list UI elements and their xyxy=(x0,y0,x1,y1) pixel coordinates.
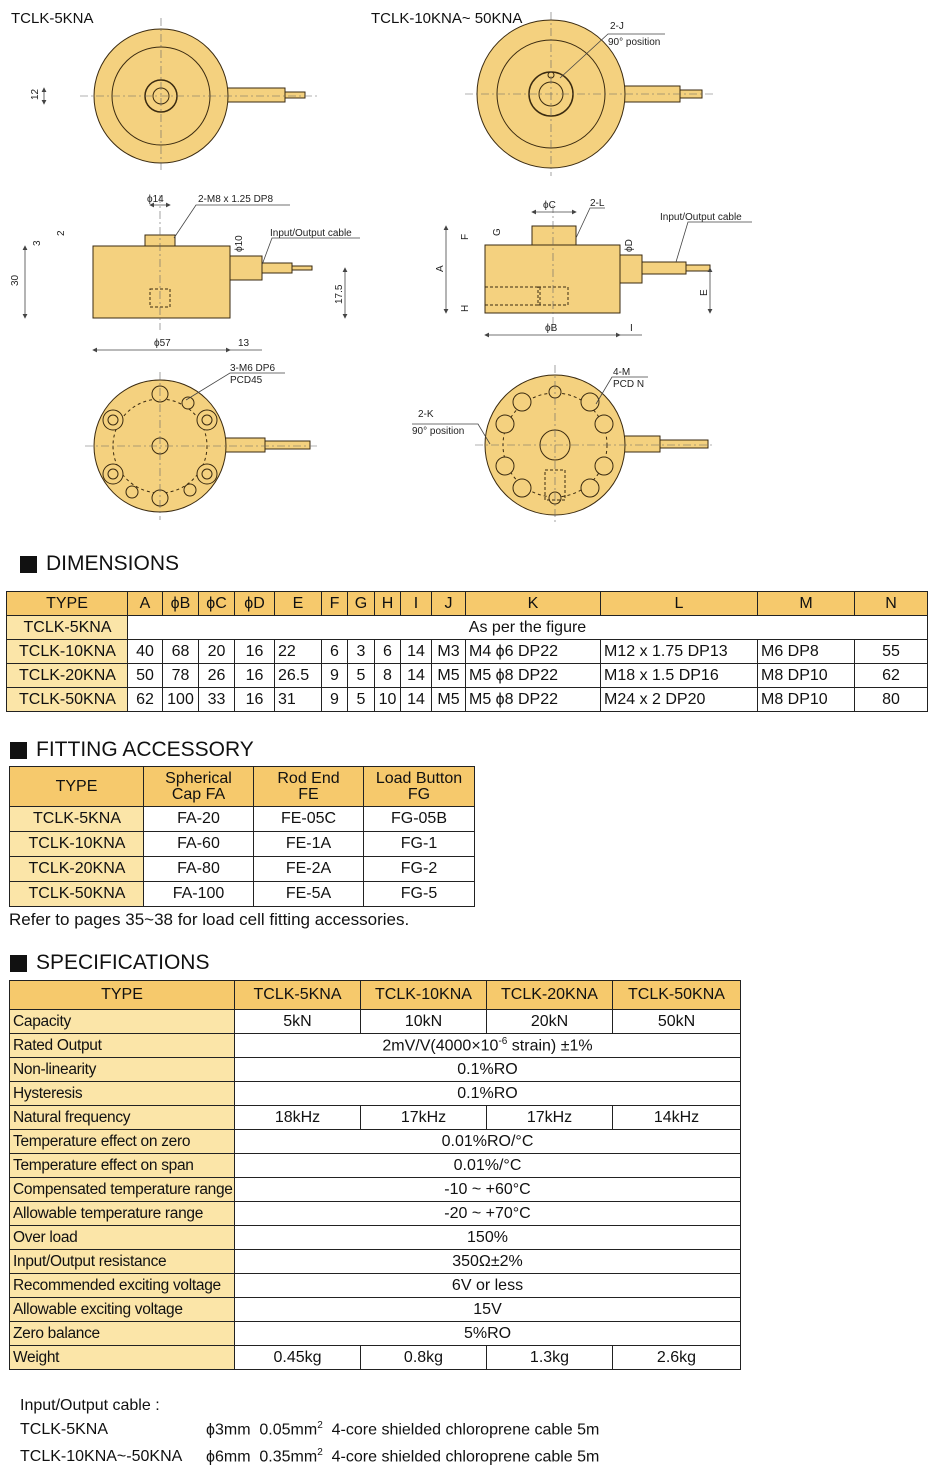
spec-label: Temperature effect on zero xyxy=(10,1130,235,1154)
cable-desc: 4-core shielded chloroprene cable 5m xyxy=(331,1448,600,1466)
dim-cell: 9 xyxy=(322,688,348,712)
section-square-icon xyxy=(10,742,27,759)
phi10-label: ϕ10 xyxy=(234,235,245,252)
fit-cell: FE-2A xyxy=(254,857,364,882)
dim-h-type: TYPE xyxy=(7,592,128,616)
dim-type-5kna: TCLK-5KNA xyxy=(7,616,128,640)
spec-label: Natural frequency xyxy=(10,1106,235,1130)
spec-label: Recommended exciting voltage xyxy=(10,1274,235,1298)
spec-h-20kna: TCLK-20KNA xyxy=(487,981,613,1010)
f-label: F xyxy=(460,233,471,240)
spec-label: Hysteresis xyxy=(10,1082,235,1106)
table-row xyxy=(10,1250,741,1274)
dim-cell: M12 x 1.75 DP13 xyxy=(601,640,758,664)
fit-cell: FG-1 xyxy=(364,832,475,857)
spec-cell: 0.1%RO xyxy=(235,1058,741,1082)
phiD-label: ϕD xyxy=(624,239,635,252)
spec-cell: 0.45kg xyxy=(235,1346,361,1370)
cable-desc: 4-core shielded chloroprene cable 5m xyxy=(331,1421,600,1439)
spec-cell: 17kHz xyxy=(361,1106,487,1130)
specifications-table xyxy=(9,980,741,1370)
spec-cell: 5%RO xyxy=(235,1322,741,1346)
side-view-5kna xyxy=(93,235,312,318)
spec-cell: -10 ~ +60°C xyxy=(235,1178,741,1202)
dim-cell: 40 xyxy=(128,640,163,664)
j2-label: 2-J xyxy=(610,21,624,32)
m8-label: 2-M8 x 1.25 DP8 xyxy=(198,194,274,205)
l2-label: 2-L xyxy=(590,198,605,209)
section-square-icon xyxy=(20,556,37,573)
drawing-title-left: TCLK-5KNA xyxy=(11,10,94,27)
fit-h-fg-1: Load Button xyxy=(375,769,463,787)
table-row xyxy=(10,1322,741,1346)
table-row xyxy=(10,1106,741,1130)
cable-area: 0.35mm xyxy=(259,1448,318,1466)
spec-cell: 1.3kg xyxy=(487,1346,613,1370)
dim-h-l: L xyxy=(601,592,758,616)
spec-label: Zero balance xyxy=(10,1322,235,1346)
dim-h-a: A xyxy=(128,592,163,616)
spec-cell: 0.1%RO xyxy=(235,1082,741,1106)
side-view-10-50kna xyxy=(485,226,710,313)
dim-h-m: M xyxy=(758,592,855,616)
table-row xyxy=(10,1010,741,1034)
m4-label: 4-M xyxy=(613,367,631,378)
dim-cell: TCLK-10KNA xyxy=(7,640,128,664)
phi14-label: ϕ14 xyxy=(147,194,164,205)
dim-cell: M6 DP8 xyxy=(758,640,855,664)
fit-cell: FG-2 xyxy=(364,857,475,882)
dim-12-label: 12 xyxy=(30,88,41,100)
fit-cell: FA-20 xyxy=(144,807,254,832)
cable-dia: ϕ3mm xyxy=(206,1421,251,1439)
spec-h-5kna: TCLK-5KNA xyxy=(235,981,361,1010)
dim-h-k: K xyxy=(466,592,601,616)
dim-cell: 16 xyxy=(235,688,275,712)
spec-label: Compensated temperature range xyxy=(10,1178,235,1202)
dim-h-d: ϕD xyxy=(235,592,275,616)
dim-13-label: 13 xyxy=(238,338,250,349)
spec-cell: 0.01%/°C xyxy=(235,1154,741,1178)
spec-cell: 20kN xyxy=(487,1010,613,1034)
dim-cell: M5 xyxy=(432,688,466,712)
dim-cell: M3 xyxy=(432,640,466,664)
fit-h-type: TYPE xyxy=(10,767,144,807)
dim-h-f: F xyxy=(322,592,348,616)
dim-cell: 55 xyxy=(855,640,928,664)
spec-rated-output xyxy=(235,1034,741,1058)
spec-cell: 5kN xyxy=(235,1010,361,1034)
fit-cell: TCLK-50KNA xyxy=(10,882,144,907)
table-row xyxy=(7,640,928,664)
cable-sup: 2 xyxy=(317,1447,323,1458)
spec-label: Rated Output xyxy=(10,1034,235,1058)
dim-cell: 10 xyxy=(375,688,401,712)
fit-cell: FA-100 xyxy=(144,882,254,907)
dim-cell: 9 xyxy=(322,664,348,688)
table-row xyxy=(10,1130,741,1154)
dimensions-table xyxy=(6,591,928,712)
fit-cell: FA-60 xyxy=(144,832,254,857)
dim-cell: 62 xyxy=(855,664,928,688)
spec-cell: 14kHz xyxy=(613,1106,741,1130)
spec-label: Allowable exciting voltage xyxy=(10,1298,235,1322)
spec-cell: 17kHz xyxy=(487,1106,613,1130)
i-label: I xyxy=(630,323,633,334)
specs-header-row xyxy=(10,981,741,1010)
dim-h-b: ϕB xyxy=(163,592,199,616)
table-row xyxy=(10,1298,741,1322)
cable-dia: ϕ6mm xyxy=(206,1448,251,1466)
dim-cell: TCLK-20KNA xyxy=(7,664,128,688)
dim-3-label: 3 xyxy=(32,240,43,246)
spec-cell: 50kN xyxy=(613,1010,741,1034)
fit-cell: FG-05B xyxy=(364,807,475,832)
pcdN-label: PCD N xyxy=(613,379,645,390)
table-row xyxy=(7,616,928,640)
fit-cell: TCLK-5KNA xyxy=(10,807,144,832)
dim-cell: M18 x 1.5 DP16 xyxy=(601,664,758,688)
fit-h-fa xyxy=(144,767,254,807)
table-row xyxy=(10,807,475,832)
fit-cell: FE-5A xyxy=(254,882,364,907)
dim-cell: 50 xyxy=(128,664,163,688)
table-row xyxy=(10,1346,741,1370)
k-pos-label: 90° position xyxy=(412,426,465,437)
cable-sup: 2 xyxy=(317,1420,323,1431)
dim-cell: 16 xyxy=(235,640,275,664)
cable-heading: Input/Output cable : xyxy=(20,1397,160,1414)
table-row xyxy=(10,1058,741,1082)
spec-h-10kna: TCLK-10KNA xyxy=(361,981,487,1010)
table-row xyxy=(7,688,928,712)
dim-cell: 14 xyxy=(401,640,432,664)
dim-cell: M5 xyxy=(432,664,466,688)
table-row xyxy=(7,664,928,688)
cable-right-label: Input/Output cable xyxy=(660,212,742,223)
dim-cell: 33 xyxy=(199,688,235,712)
table-row xyxy=(10,1082,741,1106)
spec-cell: 18kHz xyxy=(235,1106,361,1130)
spec-label: Capacity xyxy=(10,1010,235,1034)
fit-h-fe-2: FE xyxy=(298,785,319,803)
cable-area: 0.05mm xyxy=(259,1421,318,1439)
spec-label: Input/Output resistance xyxy=(10,1250,235,1274)
dim-cell: 80 xyxy=(855,688,928,712)
dim-cell: TCLK-50KNA xyxy=(7,688,128,712)
table-row xyxy=(10,1178,741,1202)
technical-drawings xyxy=(0,0,933,545)
table-row xyxy=(10,832,475,857)
fit-h-fa-2: Cap FA xyxy=(171,785,226,803)
phiC-label: ϕC xyxy=(543,200,556,211)
phi57-label: ϕ57 xyxy=(154,338,171,349)
spec-cell: 6V or less xyxy=(235,1274,741,1298)
dim-cell: 5 xyxy=(348,688,375,712)
dim-cell: 8 xyxy=(375,664,401,688)
rated-b: strain) ±1% xyxy=(507,1037,593,1055)
cable-left-label: Input/Output cable xyxy=(270,228,352,239)
fit-h-fe-1: Rod End xyxy=(277,769,340,787)
fit-cell: FG-5 xyxy=(364,882,475,907)
table-row xyxy=(10,857,475,882)
j-pos-label: 90° position xyxy=(608,37,661,48)
section-square-icon xyxy=(10,955,27,972)
table-row xyxy=(10,1202,741,1226)
spec-h-type: TYPE xyxy=(10,981,235,1010)
fitting-note: Refer to pages 35~38 for load cell fitting accessories. xyxy=(9,910,410,929)
fit-cell: FA-80 xyxy=(144,857,254,882)
h-label: H xyxy=(460,304,471,312)
fit-h-fe xyxy=(254,767,364,807)
dim-cell: 16 xyxy=(235,664,275,688)
dim-as-per-figure: As per the figure xyxy=(128,616,928,640)
spec-label: Allowable temperature range xyxy=(10,1202,235,1226)
rated-a: 2mV/V(4000×10 xyxy=(382,1037,499,1055)
a-label: A xyxy=(435,265,446,272)
k2-label: 2-K xyxy=(418,409,434,420)
fitting-table xyxy=(9,766,475,907)
dim-cell: M5 ϕ8 DP22 xyxy=(466,664,601,688)
specs-heading xyxy=(10,951,209,975)
dim-h-g: G xyxy=(348,592,375,616)
spec-cell: 0.01%RO/°C xyxy=(235,1130,741,1154)
dimensions-heading xyxy=(20,552,179,576)
rated-sup: -6 xyxy=(498,1035,508,1047)
dim-cell: 31 xyxy=(275,688,322,712)
table-row xyxy=(10,1274,741,1298)
spec-label: Non-linearity xyxy=(10,1058,235,1082)
dim-cell: M8 DP10 xyxy=(758,688,855,712)
fit-cell: TCLK-20KNA xyxy=(10,857,144,882)
spec-cell: 0.8kg xyxy=(361,1346,487,1370)
fit-cell: FE-1A xyxy=(254,832,364,857)
spec-cell: 15V xyxy=(235,1298,741,1322)
dim-cell: M5 ϕ8 DP22 xyxy=(466,688,601,712)
cable-row-5kna xyxy=(20,1420,599,1439)
fit-h-fg-2: FG xyxy=(407,785,431,803)
cable-model: TCLK-10KNA~-50KNA xyxy=(20,1448,183,1466)
e-label: E xyxy=(699,289,710,296)
dim-cell: 22 xyxy=(275,640,322,664)
table-row xyxy=(10,1154,741,1178)
dimensions-header-row xyxy=(7,592,928,616)
dim-30-label: 30 xyxy=(10,274,21,286)
dim-cell: 6 xyxy=(322,640,348,664)
dim-cell: 6 xyxy=(375,640,401,664)
specs-title: SPECIFICATIONS xyxy=(36,951,210,974)
dim-17-5-label: 17.5 xyxy=(334,284,345,304)
dim-cell: 26 xyxy=(199,664,235,688)
spec-cell: 10kN xyxy=(361,1010,487,1034)
dim-cell: 5 xyxy=(348,664,375,688)
dim-cell: 20 xyxy=(199,640,235,664)
dim-2-label: 2 xyxy=(56,230,67,236)
g-label: G xyxy=(492,228,503,236)
dim-cell: 26.5 xyxy=(275,664,322,688)
fit-h-fg xyxy=(364,767,475,807)
dim-h-e: E xyxy=(275,592,322,616)
dim-h-n: N xyxy=(855,592,928,616)
cable-row-10-50kna xyxy=(20,1447,599,1466)
phiB-label: ϕB xyxy=(545,323,558,334)
dim-h-j: J xyxy=(432,592,466,616)
pcd45-label: PCD45 xyxy=(230,375,263,386)
dim-h-c: ϕC xyxy=(199,592,235,616)
dim-cell: 14 xyxy=(401,664,432,688)
spec-cell: 150% xyxy=(235,1226,741,1250)
table-row xyxy=(10,882,475,907)
dim-cell: 3 xyxy=(348,640,375,664)
dim-h-h: H xyxy=(375,592,401,616)
fit-cell: FE-05C xyxy=(254,807,364,832)
fitting-title: FITTING ACCESSORY xyxy=(36,738,254,761)
dim-cell: M24 x 2 DP20 xyxy=(601,688,758,712)
spec-cell: 350Ω±2% xyxy=(235,1250,741,1274)
dim-cell: M8 DP10 xyxy=(758,664,855,688)
fitting-heading xyxy=(10,738,254,762)
cable-model: TCLK-5KNA xyxy=(20,1421,109,1439)
dim-cell: 14 xyxy=(401,688,432,712)
spec-cell: -20 ~ +70°C xyxy=(235,1202,741,1226)
dim-cell: 68 xyxy=(163,640,199,664)
fit-cell: TCLK-10KNA xyxy=(10,832,144,857)
fitting-header-row xyxy=(10,767,475,807)
table-row xyxy=(10,1034,741,1058)
dim-cell: 62 xyxy=(128,688,163,712)
spec-label: Over load xyxy=(10,1226,235,1250)
spec-h-50kna: TCLK-50KNA xyxy=(613,981,741,1010)
dimensions-title: DIMENSIONS xyxy=(46,552,180,575)
dim-cell: M4 ϕ6 DP22 xyxy=(466,640,601,664)
drawing-title-right: TCLK-10KNA~ 50KNA xyxy=(371,10,523,27)
table-row xyxy=(10,1226,741,1250)
spec-label: Temperature effect on span xyxy=(10,1154,235,1178)
dim-h-i: I xyxy=(401,592,432,616)
spec-label: Weight xyxy=(10,1346,235,1370)
fit-h-fa-1: Spherical xyxy=(165,769,232,787)
spec-cell: 2.6kg xyxy=(613,1346,741,1370)
m6-label: 3-M6 DP6 xyxy=(230,363,276,374)
dim-cell: 100 xyxy=(163,688,199,712)
dim-cell: 78 xyxy=(163,664,199,688)
